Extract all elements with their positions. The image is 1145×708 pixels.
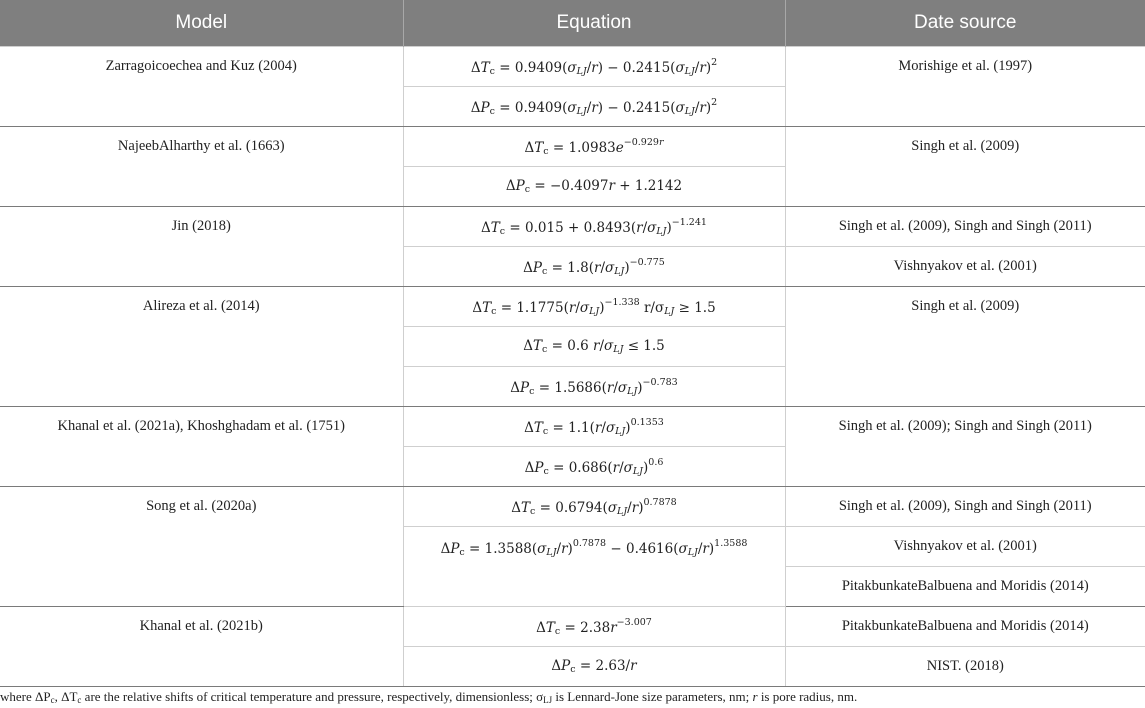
equation-cell: $\Delta T_c = 1.0983e^{-0.929r}$ [403,127,785,167]
table-row [0,607,1145,647]
equation-cell: $\Delta T_c = 0.015 + 0.8493(r/\sigma_{LJ})^{-1.241}$ [403,207,785,247]
model-cell: NajeebAlharthy et al. (1663) [0,127,403,207]
model-cell: Khanal et al. (2021a), Khoshghadam et al. (1751) [0,407,403,487]
equation-cell: $\Delta T_c = 2.38r^{-3.007}$ [403,607,785,647]
source-cell: Vishnyakov et al. (2001) [785,247,1145,287]
source-cell: NIST. (2018) [785,647,1145,687]
header-row [0,0,1145,47]
equation-cell: $\Delta T_c = 0.6$ $r/\sigma_{LJ} \le 1.5$ [403,327,785,367]
source-cell: Singh et al. (2009), Singh and Singh (2011) [785,207,1145,247]
equation-cell: $\Delta T_c = 1.1775(r/\sigma_{LJ})^{-1.338}$ $r/\sigma_{LJ} \ge 1.5$ [403,287,785,327]
equation-cell: $\Delta P_c = 2.63/r$ [403,647,785,687]
model-cell: Khanal et al. (2021b) [0,607,403,687]
table-row [0,47,1145,87]
equation-cell: $\Delta T_c = 0.9409(\sigma_{LJ}/r) - 0.2415(\sigma_{LJ}/r)^2$ [403,47,785,87]
table-row [0,407,1145,447]
table-row [0,207,1145,247]
source-cell: Morishige et al. (1997) [785,47,1145,127]
source-cell: PitakbunkateBalbuena and Moridis (2014) [785,607,1145,647]
model-cell: Song et al. (2020a) [0,487,403,607]
table-row [0,487,1145,527]
equation-cell: $\Delta P_c = 0.686(r/\sigma_{LJ})^{0.6}$ [403,447,785,487]
model-cell: Zarragoicoechea and Kuz (2004) [0,47,403,127]
equation-cell: $\Delta P_c = 0.9409(\sigma_{LJ}/r) - 0.2415(\sigma_{LJ}/r)^2$ [403,87,785,127]
equation-cell: $\Delta P_c = 1.3588(\sigma_{LJ}/r)^{0.7878} - 0.4616(\sigma_{LJ}/r)^{1.3588}$ [403,527,785,607]
source-cell: Singh et al. (2009) [785,127,1145,207]
table-row [0,287,1145,327]
source-cell: Singh et al. (2009) [785,287,1145,407]
model-cell: Jin (2018) [0,207,403,287]
header-equation: Equation [403,0,785,47]
table-footnote: where $\Delta P_c$, $\Delta T_c$ are the relative shifts of critical temperature and pressure, respectively, dimensionless; $\sigma_{LJ}$ is Lennard-Jone size parameters, nm; r is pore radius, nm. [0,689,858,705]
source-cell: PitakbunkateBalbuena and Moridis (2014) [785,567,1145,607]
table-row [0,127,1145,167]
equation-cell: $\Delta P_c = -0.4097r + 1.2142$ [403,167,785,207]
equation-cell: $\Delta T_c = 0.6794(\sigma_{LJ}/r)^{0.7878}$ [403,487,785,527]
header-model: Model [0,0,403,47]
equation-cell: $\Delta T_c = 1.1(r/\sigma_{LJ})^{0.1353}$ [403,407,785,447]
equation-cell: $\Delta P_c = 1.5686(r/\sigma_{LJ})^{-0.783}$ [403,367,785,407]
source-cell: Singh et al. (2009), Singh and Singh (2011) [785,487,1145,527]
header-date-source: Date source [785,0,1145,47]
model-cell: Alireza et al. (2014) [0,287,403,407]
source-cell: Vishnyakov et al. (2001) [785,527,1145,567]
source-cell: Singh et al. (2009); Singh and Singh (2011) [785,407,1145,487]
equation-cell: $\Delta P_c = 1.8(r/\sigma_{LJ})^{-0.775}$ [403,247,785,287]
